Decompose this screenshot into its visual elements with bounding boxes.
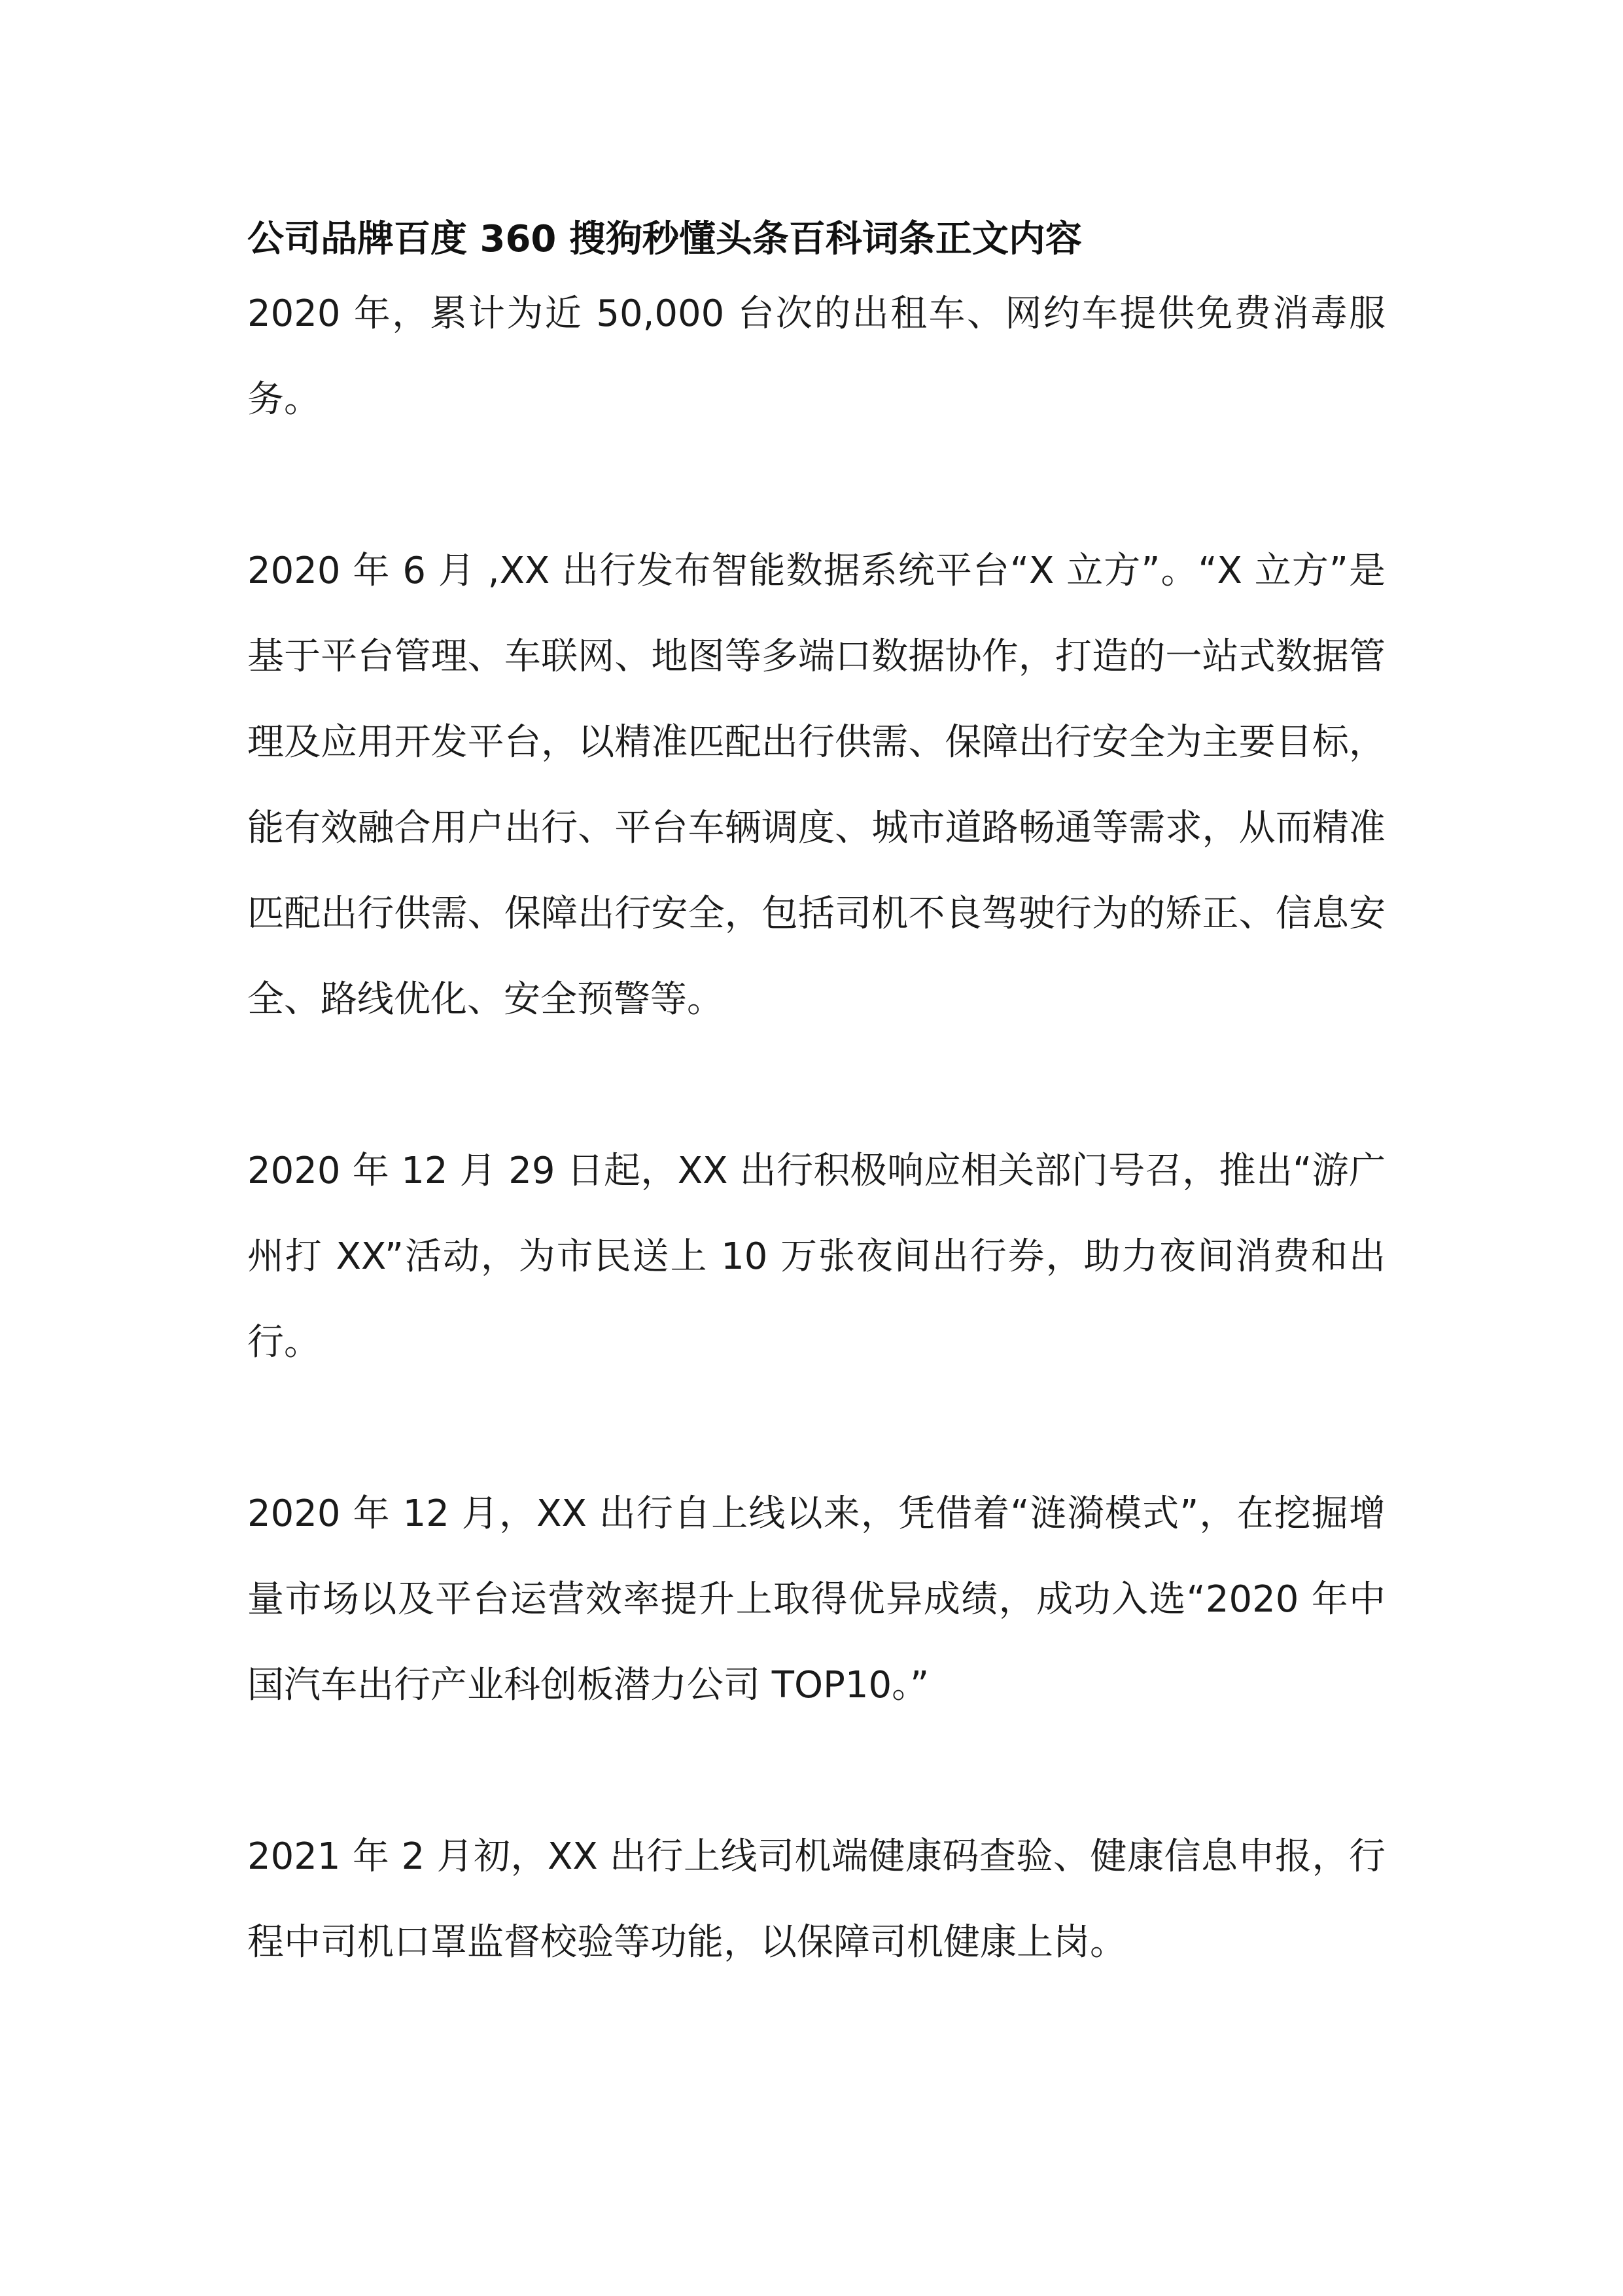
paragraph-top10-award: 2020 年 12 月，XX 出行自上线以来，凭借着“涟漪模式”，在挖掘增量市场以及平台运营效率提升上取得优异成绩，成功入选“2020 年中国汽车出行产业科创板潜力公司 TOP10。” [247, 1492, 1386, 1706]
paragraph-spacer [247, 1385, 1386, 1471]
paragraph-night-travel-campaign: 2020 年 12 月 29 日起，XX 出行积极响应相关部门号召，推出“游广州打 XX”活动，为市民送上 10 万张夜间出行券，助力夜间消费和出行。 [247, 1150, 1386, 1364]
paragraph-spacer [247, 442, 1386, 528]
document-title: 公司品牌百度 360 搜狗秒懂头条百科词条正文内容 [247, 218, 1082, 260]
paragraph-spacer [247, 1728, 1386, 1814]
paragraph-x-cube-platform: 2020 年 6 月 ,XX 出行发布智能数据系统平台“X 立方”。“X 立方”是基于平台管理、车联网、地图等多端口数据协作，打造的一站式数据管理及应用开发平台，以精准匹配出行供需、保障出行安全为主要目标，能有效融合用户出行、平台车辆调度、城市道路畅通等需求，从而精准匹配出行供需、保障出行安全，包括司机不良驾驶行为的矫正、信息安全、路线优化、安全预警等。 [247, 550, 1386, 1021]
paragraph-spacer [247, 1042, 1386, 1128]
paragraph-disinfection: 2020 年，累计为近 50,000 台次的出租车、网约车提供免费消毒服务。 [247, 292, 1386, 421]
document-body [247, 208, 1386, 1985]
paragraph-health-check: 2021 年 2 月初，XX 出行上线司机端健康码查验、健康信息申报，行程中司机口罩监督校验等功能，以保障司机健康上岗。 [247, 1835, 1386, 1964]
